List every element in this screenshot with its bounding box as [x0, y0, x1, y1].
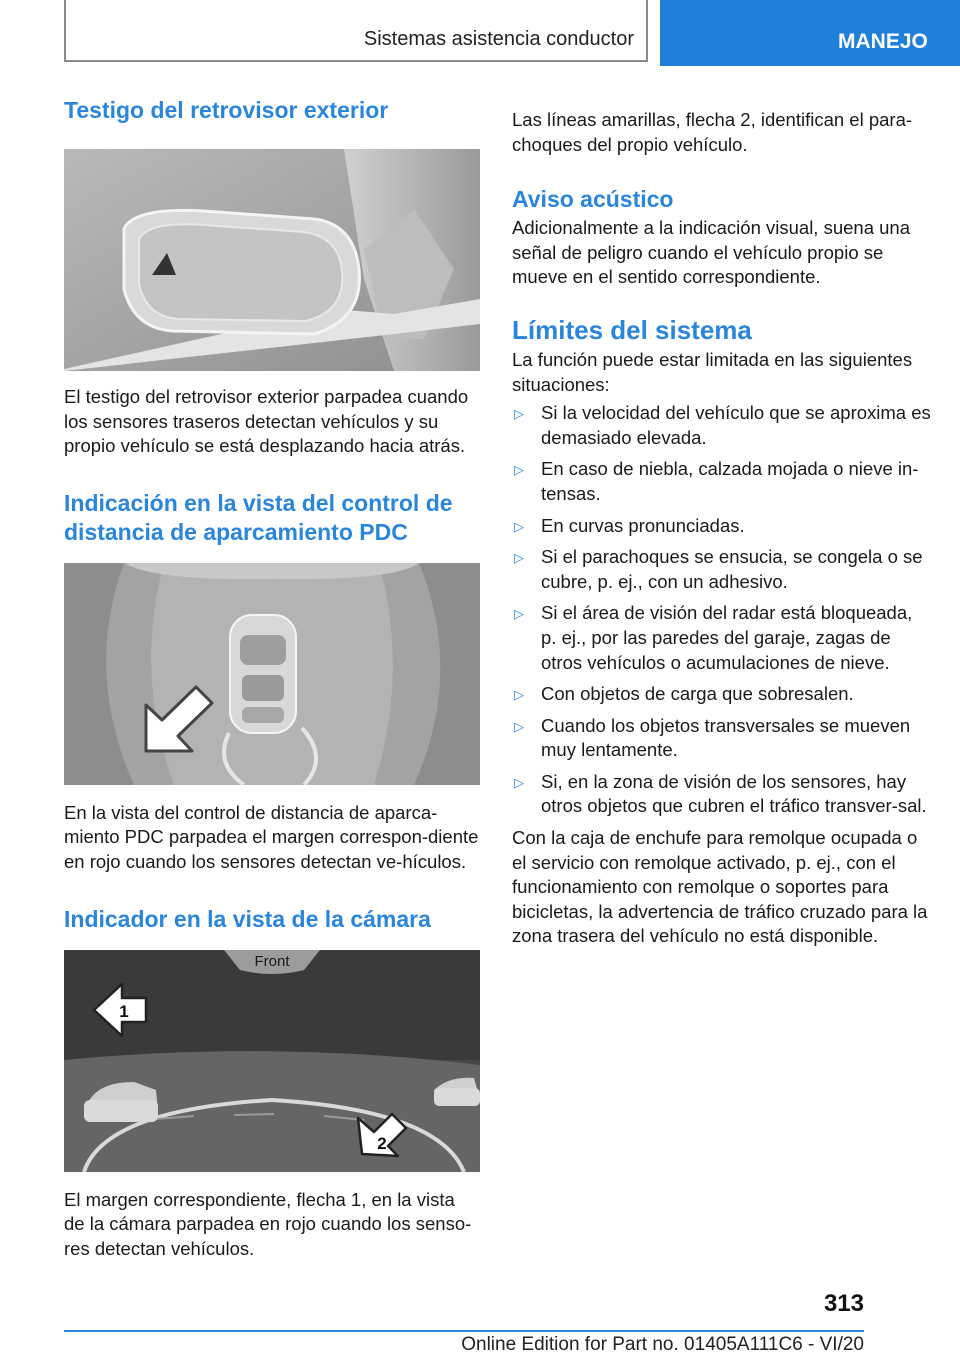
- mirror-description: El testigo del retrovisor exterior parpadea cuando los sensores traseros detectan vehículos y su propio vehículo se está desplazando hacia atrás.: [64, 386, 469, 457]
- bullet-triangle-icon: ▷: [514, 774, 524, 790]
- bullet-triangle-icon: ▷: [514, 518, 524, 534]
- section-header-box: [64, 0, 648, 62]
- bullet-triangle-icon: ▷: [514, 718, 524, 734]
- camera-description: El margen correspondiente, flecha 1, en la vista de la cámara parpadea en rojo cuando los senso-res detectan vehículos.: [64, 1188, 472, 1259]
- mirror-figure: [64, 149, 480, 371]
- bullet-triangle-icon: ▷: [514, 406, 524, 422]
- list-item: ▷ En caso de niebla, calzada mojada o nieve in-tensas.: [514, 458, 919, 504]
- system-limits-intro: La función puede estar limitada en las siguientes situaciones:: [512, 348, 913, 395]
- heading-pdc-view: Indicación en la vista del control de distancia de aparcamiento PDC: [64, 489, 453, 545]
- arrow-1-label: 1: [119, 1001, 129, 1021]
- page-header: [64, 0, 960, 66]
- bullet-triangle-icon: ▷: [514, 550, 524, 566]
- bullet-triangle-icon: ▷: [514, 462, 524, 478]
- heading-system-limits: Límites del sistema: [512, 314, 752, 345]
- pdc-illustration: [64, 563, 480, 785]
- limits-list: [512, 401, 932, 819]
- chapter-tab: MANEJO: [660, 0, 960, 66]
- list-item: ▷ Si, en la zona de visión de los sensores, hay otros objetos que cubren el tráfico transver-sal.: [514, 770, 927, 817]
- list-item: ▷ Si la velocidad del vehículo que se aproxima es demasiado elevada.: [514, 402, 931, 448]
- pdc-figure: [64, 563, 480, 785]
- camera-illustration: [64, 950, 480, 1172]
- list-item: ▷ Con objetos de carga que sobresalen.: [512, 682, 932, 707]
- pdc-description: En la vista del control de distancia de aparca-miento PDC parpadea el margen correspon-diente en rojo cuando los sensores detectan ve-hículos.: [64, 801, 479, 872]
- page-number: 313: [823, 1290, 864, 1317]
- list-item: ▷ Si el parachoques se ensucia, se congela o se cubre, p. ej., con un adhesivo.: [514, 546, 923, 592]
- car-top-view-icon: [230, 615, 296, 733]
- camera-front-label: Front: [254, 952, 290, 970]
- bullet-triangle-icon: ▷: [514, 687, 524, 703]
- trailer-note: Con la caja de enchufe para remolque ocupada o el servicio con remolque activado, p. ej., con el funcionamiento con remolque o soportes para bicicletas, la advertencia de tráfico cruzado para la zona trasera del vehículo no está disponible.: [512, 827, 928, 947]
- heading-acoustic-warning: Aviso acústico: [512, 186, 674, 213]
- heading-mirror-indicator: Testigo del retrovisor exterior: [64, 97, 389, 123]
- list-item: ▷ Cuando los objetos transversales se mueven muy lentamente.: [514, 714, 911, 761]
- right-column: [512, 96, 932, 949]
- left-column: [64, 96, 480, 1261]
- footer-divider: [64, 1330, 864, 1332]
- heading-camera-view: Indicador en la vista de la cámara: [64, 905, 431, 932]
- yellow-lines-description: Las líneas amarillas, flecha 2, identifican el para-choques del propio vehículo.: [512, 109, 913, 155]
- list-item: ▷ En curvas pronunciadas.: [512, 514, 932, 539]
- section-title: Sistemas asistencia conductor: [363, 28, 634, 50]
- camera-figure: [64, 950, 480, 1172]
- arrow-2-label: 2: [377, 1133, 387, 1153]
- acoustic-warning-description: Adicionalmente a la indicación visual, suena una señal de peligro cuando el vehículo propio se mueve en el sentido correspondiente.: [512, 217, 911, 288]
- list-item: ▷ Si el área de visión del radar está bloqueada, p. ej., por las paredes del garaje, zagas de otros vehículos o acumulaciones de nieve.: [514, 602, 913, 673]
- bullet-triangle-icon: ▷: [514, 606, 524, 622]
- mirror-illustration: [64, 149, 480, 371]
- edition-info: Online Edition for Part no. 01405A111C6 - VI/20: [461, 1334, 864, 1355]
